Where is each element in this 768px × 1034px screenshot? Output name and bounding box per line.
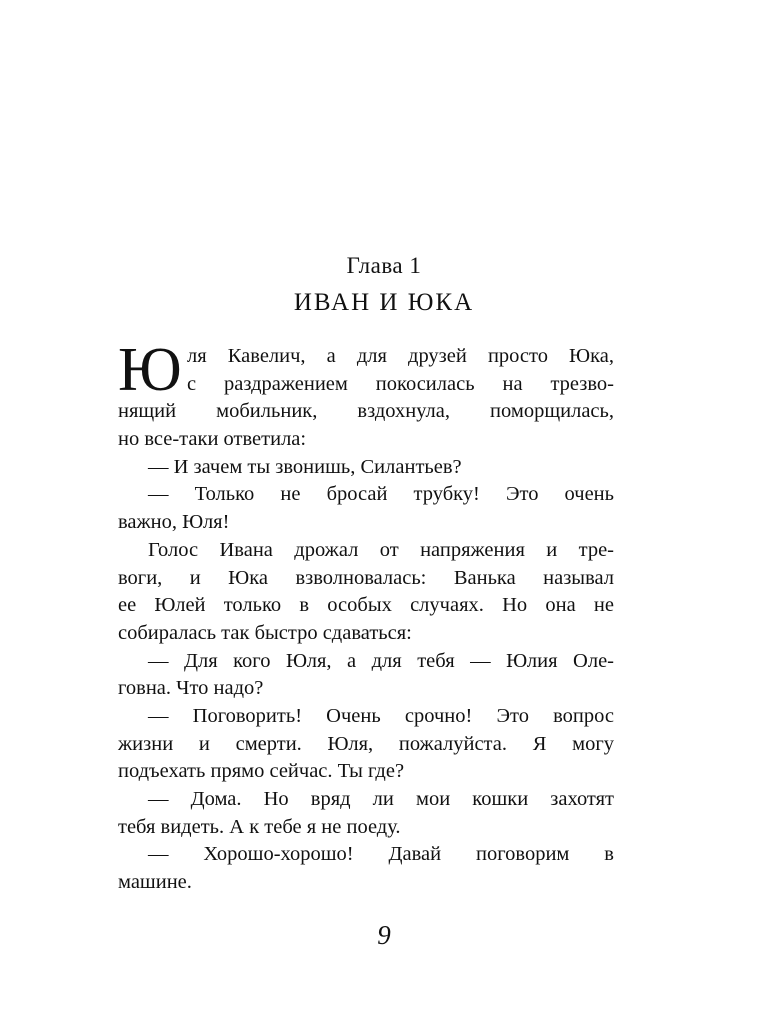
text-line: — Только не бросай трубку! Это очень (148, 483, 614, 506)
text-line: тебя видеть. А к тебе я не поеду. (118, 815, 401, 838)
text-line: машине. (118, 871, 192, 894)
text-line: Голос Ивана дрожал от напряжения и тре- (148, 538, 614, 561)
text-line: с раздражением покосилась на трезво- (187, 372, 614, 395)
text-line: нящий мобильник, вздохнула, поморщилась, (118, 400, 614, 423)
text-line: — Для кого Юля, а для тебя — Юлия Оле- (148, 649, 614, 672)
chapter-title: ИВАН И ЮКА (293, 289, 475, 316)
page-number: 9 (377, 920, 391, 950)
chapter-heading (0, 252, 768, 318)
text-line: жизни и смерти. Юля, пожалуйста. Я могу (118, 732, 614, 755)
text-line: подъехать прямо сейчас. Ты где? (118, 760, 405, 783)
text-line: ее Юлей только в особых случаях. Но она не (118, 594, 614, 617)
chapter-number: Глава 1 (346, 253, 422, 278)
text-line: — И зачем ты звонишь, Силантьев? (148, 455, 462, 478)
text-line: — Поговорить! Очень срочно! Это вопрос (148, 704, 614, 727)
text-line: — Хорошо-хорошо! Давай поговорим в (148, 843, 614, 866)
text-line: но все-таки ответила: (118, 428, 307, 451)
text-line: ля Кавелич, а для друзей просто Юка, (187, 345, 614, 367)
text-line: важно, Юля! (118, 511, 230, 534)
text-line: собиралась так быстро сдаваться: (118, 621, 412, 644)
chapter-text (118, 336, 614, 897)
drop-cap: Ю (118, 336, 181, 404)
text-line: говна. Что надо? (118, 677, 264, 700)
text-line: воги, и Юка взволновалась: Ванька называл (118, 566, 614, 589)
text-line: — Дома. Но вряд ли мои кошки захотят (148, 788, 614, 810)
